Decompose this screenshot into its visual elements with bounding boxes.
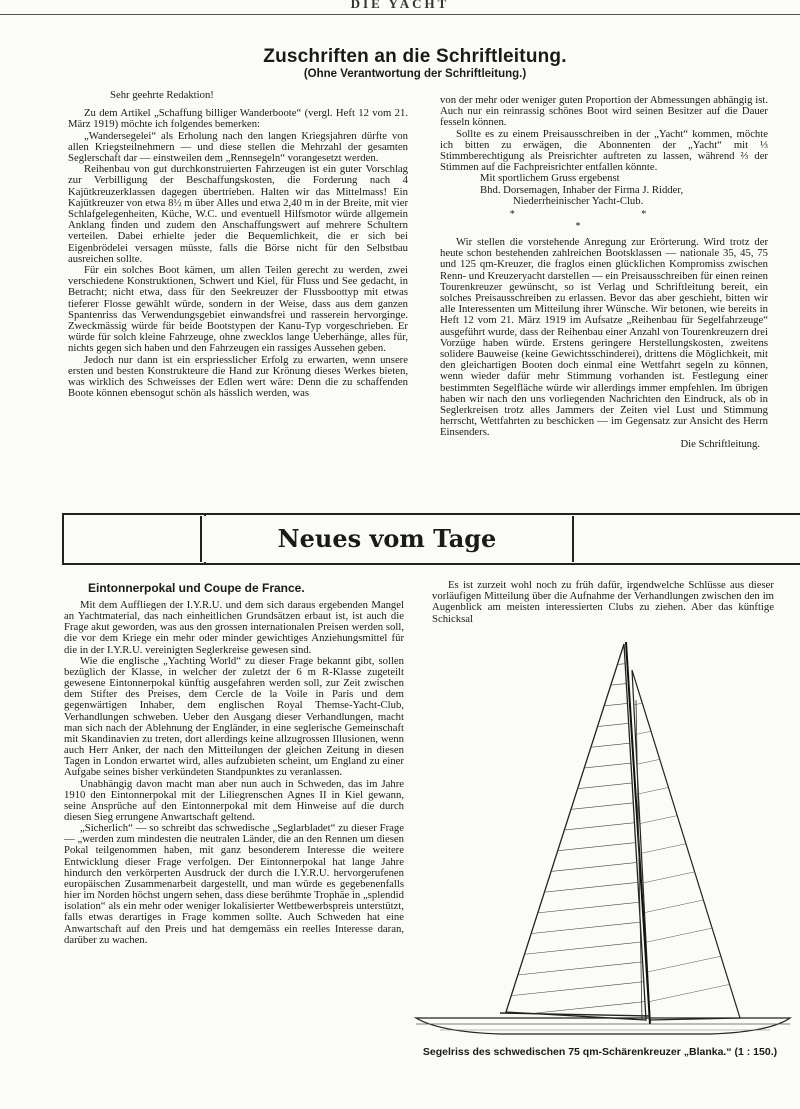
article-paragraph: Wie die englische „Yachting World“ zu dieser Frage bekannt gibt, sollen bezüglich der Klasse, in welcher der zuletzt der 6 m R-Klasse zugeteilt gewesene Eintonnerpokal künftig ausgefahren werden soll, zur Zeit zwischen dem Stifter des Preises, dem Cercle de la Voile in Paris und dem gegenwärtigen Inhaber, dem englischen Royal Themse-Yacht-Club, Verhandlungen schweben. Ueber den Ausgang dieser Verhandlungen, macht man sich nach der Ablehnung der Engländer, in eine seglerische Gemeinschaft mit Skandinavien zu treten, dort allerdings keine allzugrossen Illusionen, wenn auch Herr Anker, der nach den Mitteilungen der gleichen Zeitung in diesen Tagen in London erwartet wird, alles aufzubieten scheint, um England zu einer Aufgabe seines bisher verkündeten Standpunktes zu veranlassen. [64,654,404,779]
article-left-column [64,600,404,946]
figure-caption: Segelriss des schwedischen 75 qm-Schärenkreuzer „Blanka.“ (1 : 150.) [422,1046,778,1058]
letter-paragraph: Sollte es zu einem Preisausschreiben in der „Yacht“ kommen, möchte ich bitten zu erwägen, die Abonnenten der „Yacht“ mit ⅓ Stimmberechtigung als Preisrichter auftreten zu lassen, während ⅔ der Stimmen auf die Fachpreisrichter entfallen könnte. [440,127,768,174]
letter-paragraph: „Wandersegelei“ als Erholung nach den langen Kriegsjahren dürfte von allen Kriegsteilnehmern — und diese stellen die Mehrzahl der gesamten Seglerschaft dar — einstweilen dem „Rennsegeln“ vorangesetzt werden. [68,129,408,165]
letters-title: Zuschriften an die Schriftleitung. [263,46,567,67]
sail-plan-figure [410,640,795,1040]
section-banner-title: Neues vom Tage [200,516,574,562]
letter-signature [440,173,768,207]
hull-icon [416,1018,790,1034]
letter-paragraph: Zu dem Artikel „Schaffung billiger Wanderboote“ (vergl. Heft 12 vom 21. März 1919) möchte ich folgendes bemerken: [68,107,408,131]
editor-signature: Die Schriftleitung. [680,437,760,450]
article-paragraph: Mit dem Auffliegen der I.Y.R.U. und dem sich daraus ergebenden Mangel an Yachtmaterial, das nach einheitlichen Grundsätzen erbaut ist, ist auch die Frage akut geworden, was aus den grossen internationalen Preisen werden soll, die vor dem Kriege ein mehr oder minder gewichtiges Anziehungsmittel für die in der I.Y.R.U. vereinigten Seglerkreise gewesen sind. [64,599,404,656]
article-right-column [432,580,774,625]
letter-paragraph: Für ein solches Boot kämen, um allen Teilen gerecht zu werden, zwei verschiedene Konstruktionen, Schwert und Kiel, für Fluss und See gedacht, in Betracht; nicht etwa, dass für den Seekreuzer der Flussboottyp mit etwas tieferer Flosse gewählt würde, sondern in der Weise, dass aus dem ganzen Spantenriss das Verwendungsgebiet einwandsfrei und rasserein hervorginge. Zweckmässig würde für beide Bootstypen der Kanu-Typ vorgeschrieben. Er würde für solch kleine Fahrzeuge, ohne zwecklos lange Ueberhänge, alles für, nichts gegen sich haben und den Fahrzeugen ein rassiges Aussehen geben. [68,264,408,355]
letter-paragraph: Reihenbau von gut durchkonstruierten Fahrzeugen ist ein guter Vorschlag zur Verbilligung der Beschaffungskosten, die Forderung nach 4 Kajütkreuzerklassen dagegen übertrieben. Halten wir das Mittelmass! Ein Kajütkreuzer von etwa 8½ m über Alles und etwa 2,40 m in der Breite, mit vier Schlafgelegenheiten, Küche, W.C. und eventuell Hilfsmotor würde allgemein Anklang finden und zudem den Anschaffungswert auf mehrere Schultern verteilen. Dabei erhielte jeder die Bequemlichkeit, die er sich bei Eigenbrödelei versagen müsste, falls die Börse nicht für den Selbstbau ausreichen sollte. [68,163,408,265]
running-head: DIE YACHT [350,0,450,11]
letters-right-column [440,95,768,450]
article-paragraph: Es ist zurzeit wohl noch zu früh dafür, irgendwelche Schlüsse aus dieser vorläufigen Mitteilung über die Aufnahme der Verhandlungen zwischen den im Augenblick am meisten interessierten Clubs zu ziehen. Aber das künftige Schicksal [432,579,774,625]
article-paragraph: Unabhängig davon macht man aber nun auch in Schweden, das im Jahre 1910 den Eintonnerpokal mit der Liliegrenschen Agnes II in Kiel gewann, seine Ansprüche auf den Eintonnerpokal mit dem Hinweise auf die durch diesen Sieg errungene Anwartschaft geltend. [64,777,404,823]
signature-line: Niederrheinischer Yacht-Club. [513,194,644,207]
letters-subtitle: (Ohne Verantwortung der Schriftleitung.) [303,68,527,80]
letter-greeting: Sehr geehrte Redaktion! [110,89,214,101]
article-paragraph: „Sicherlich“ — so schreibt das schwedische „Seglarbladet“ zu dieser Frage — „werden zum mindesten die neutralen Länder, die an den Rennen um diesen Pokal teilgenommen haben, mit ganz besonderem Interesse die weitere Entwicklung dieser Frage verfolgen. Der Eintonnerpokal hat lange Jahre hindurch den verkörperten Ausdruck der durch die I.Y.R.U. hervorgerufenen europäischen Zusammenarbeit dargestellt, und man würde es gegebenenfalls hier im Norden höchst ungern sehen, dass diese berühmte Trophäe in „splendid isolation“ als ein mehr oder weniger lokalisierter Wettbewerbspreis unterstützt, falls etwas derartiges in Frage kommen sollte. Auch Schweden hat eine Anwartschaft auf den Preis und hat demgemäss ein reelles Interesse daran, darüber zu wachen. [64,822,404,946]
mainsail-icon [470,644,660,1040]
letter-paragraph: Jedoch nur dann ist ein erspriesslicher Erfolg zu erwarten, wenn unsere ersten und besten Konstrukteure die Hand zur Krönung dieses Werkes bieten, was wirklich des Schweisses der Edlen wert wäre: Denn die zu schaffenden Boote können ebensogut schön als hässlich werden, was [68,353,408,400]
editor-reply: Wir stellen die vorstehende Anregung zur Erörterung. Wird trotz der heute schon bestehenden zahlreichen Bootsklassen — nationale 35, 45, 75 und 125 qm-Kreuzer, die fraglos einen glücklichen Kompromiss zwischen Renn- und Kreuzeryacht darstellen — ein Preisausschreiben für einen reinen Tourenkreuzer gewünscht, so ist Verlag und Schriftleitung bereit, ein solches Preisausschreiben zu erlassen. Bevor das aber geschieht, bitten wir alle Interessenten um Mitteilung ihrer Wünsche. Wir betonen, wie bereits in Heft 12 vom 21. März 1919 im Aufsatze „Reihenbau für Segelfahrzeuge“ ausgeführt wurde, dass der Reihenbau einer Anzahl von Tourenkreuzern drei Vorzüge haben würde. Erstens geringere Herstellungskosten, zweitens solidere Bauweise (keine Gewichtsschinderei), drittens die Möglichkeit, mit den gleichartigen Booten doch einmal eine Wettfahrt segeln zu können, wenn wieder dafür mehr Stimmung vorhanden ist. Festlegung einer bestimmten Segelfläche würde wir allerdings immer empfehlen. Im übrigen haben wir nach den uns vorliegenden Nachrichten den Eindruck, als ob in Seglerkreisen trotz alles Jammers der Zeiten viel Lust und Stimmung herrscht, Wettfahrten zu beschicken — im Gegensatz zur Ansicht des Herrn Einsenders. [440,236,768,439]
signature-line: Mit sportlichem Gruss ergebenst [480,172,620,185]
banner-left-cell [64,515,206,563]
letters-left-column [68,90,408,399]
letter-paragraph: von der mehr oder weniger guten Proportion der Abmessungen abhängig ist. Auch nur ein reinrassig schönes Boot wird seinen Besitzer auf die Dauer fesseln können. [440,94,768,129]
header-rule [0,14,800,15]
section-stars: * * * [509,209,709,233]
signature-line: Bhd. Dorsemagen, Inhaber der Firma J. Ridder, [480,183,684,196]
article-heading: Eintonnerpokal und Coupe de France. [88,581,305,595]
mast-icon [626,642,650,1024]
